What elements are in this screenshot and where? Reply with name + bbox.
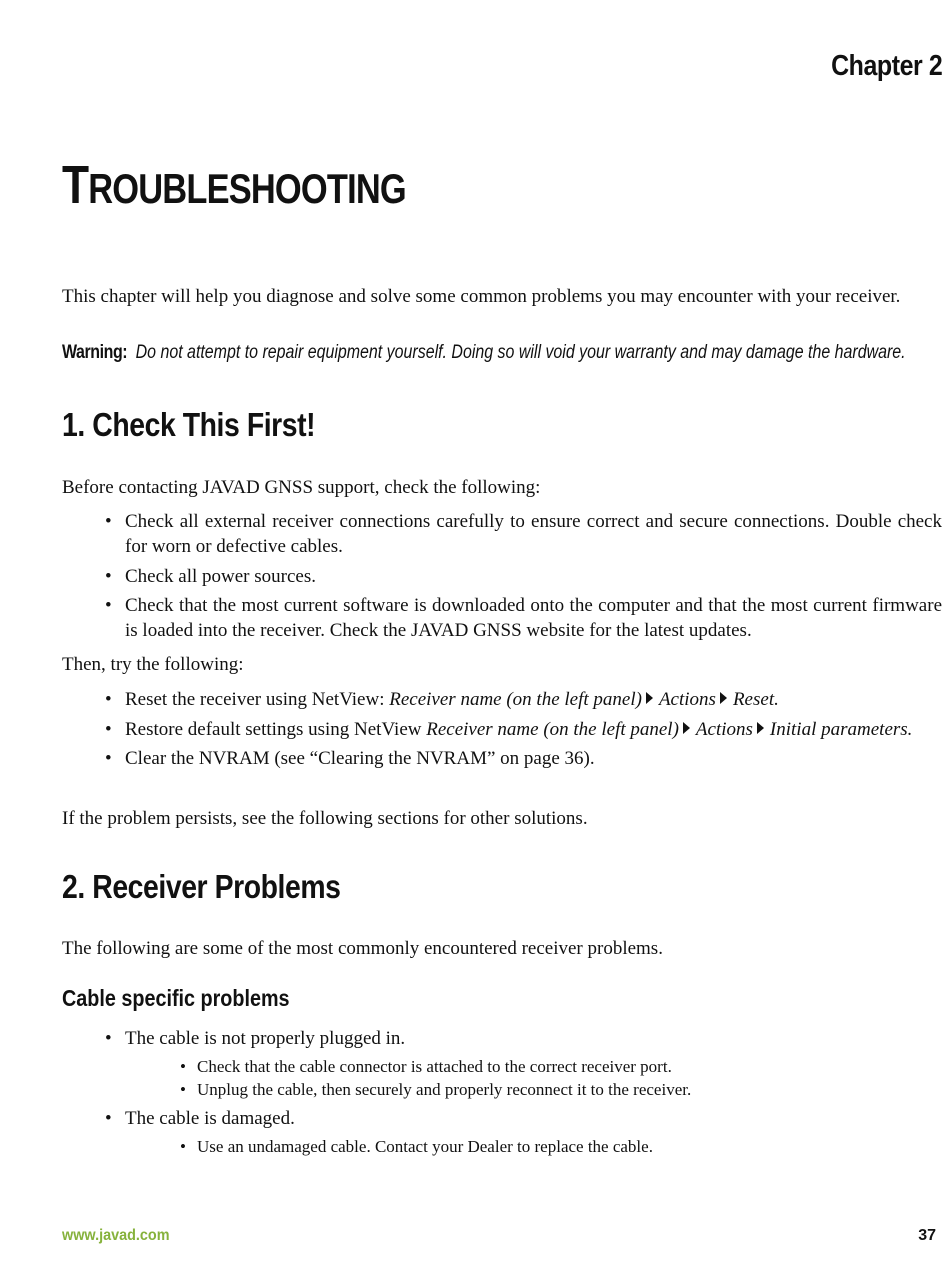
problem-2-sublist [180, 1135, 880, 1158]
list-item: • Clear the NVRAM (see “Clearing the NVRAM” on page 36). [105, 746, 942, 771]
menu-path-initial-parameters: Initial parameters. [769, 718, 913, 740]
list-item: • Use an undamaged cable. Contact your Dealer to replace the cable. [180, 1135, 880, 1158]
then-text: Then, try the following: [62, 654, 244, 675]
menu-path-actions: Actions [695, 718, 753, 740]
warning-note [62, 342, 944, 364]
title-rest: ROUBLESHOOTING [88, 165, 406, 212]
menu-path-actions: Actions [658, 689, 716, 710]
triangle-right-icon [757, 722, 764, 734]
triangle-right-icon [720, 692, 727, 704]
page-title [62, 154, 406, 216]
section-2-lead: The following are some of the most commonly encountered receiver problems. [62, 938, 663, 959]
triangle-right-icon [646, 692, 653, 704]
chapter-label: Chapter 2 [830, 50, 942, 82]
menu-path-receiver-name: Receiver name (on the left panel) [426, 718, 679, 740]
list-item: • Check that the cable connector is attached to the correct receiver port. [180, 1055, 880, 1078]
problem-1-sublist [180, 1055, 880, 1101]
list-item [105, 717, 942, 742]
list-item: • Check that the most current software is downloaded onto the computer and that the most current firmware is loaded into the receiver. Check the JAVAD GNSS website for the latest updates. [105, 593, 942, 643]
list-item: • Check all power sources. [105, 564, 942, 589]
section-1-heading: 1. Check This First! [62, 406, 316, 443]
page-number: 37 [918, 1227, 936, 1244]
tries-list [105, 687, 942, 776]
menu-path-receiver-name: Receiver name (on the left panel) [389, 689, 642, 710]
list-item: • The cable is damaged. [105, 1106, 942, 1131]
intro-paragraph: This chapter will help you diagnose and solve some common problems you may encounter with your receiver. [62, 286, 901, 307]
section-1-lead: Before contacting JAVAD GNSS support, check the following: [62, 477, 541, 498]
menu-path-reset: Reset. [732, 689, 779, 710]
warning-label: Warning: [62, 342, 128, 363]
restore-prefix: Restore default settings using NetView [125, 718, 427, 740]
triangle-right-icon [683, 722, 690, 734]
checks-list [105, 509, 942, 648]
list-item: • Check all external receiver connections carefully to ensure correct and secure connections. Double check for worn or defective cables. [105, 509, 942, 559]
problem-2-list [105, 1106, 942, 1136]
section-2-heading: 2. Receiver Problems [62, 868, 341, 905]
website-link[interactable]: www.javad.com [62, 1227, 170, 1244]
title-initial: T [62, 155, 89, 215]
reset-prefix: Reset the receiver using NetView: [125, 689, 390, 710]
warning-text: Do not attempt to repair equipment yourself. Doing so will void your warranty and may damage the hardware. [135, 342, 906, 363]
subsection-heading: Cable specific problems [62, 985, 290, 1011]
list-item: • The cable is not properly plugged in. [105, 1026, 942, 1051]
section-1-after: If the problem persists, see the following sections for other solutions. [62, 808, 588, 829]
list-item: • Unplug the cable, then securely and properly reconnect it to the receiver. [180, 1078, 880, 1101]
problem-1-list [105, 1026, 942, 1056]
list-item [105, 687, 942, 712]
